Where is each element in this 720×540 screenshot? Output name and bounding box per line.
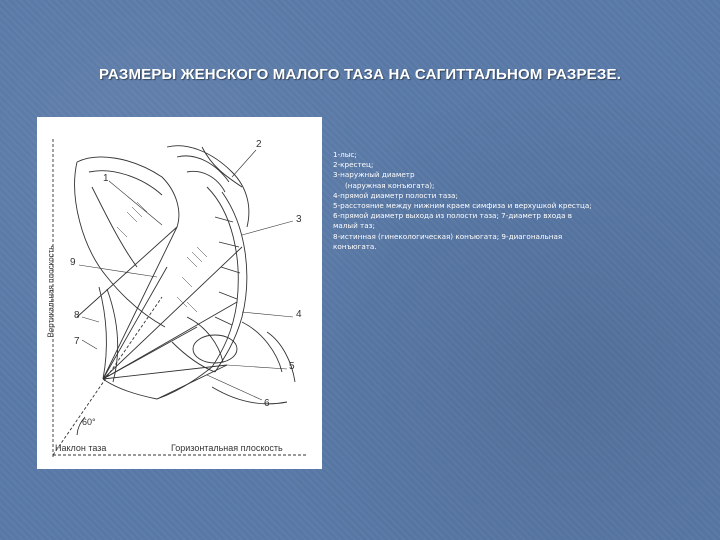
number-label-6: 6: [264, 398, 270, 409]
pelvis-drawing: [37, 117, 322, 469]
legend-line: конъюгата.: [333, 241, 377, 251]
legend-line: малый таз;: [333, 221, 375, 231]
number-label-7: 7: [74, 336, 80, 347]
pelvis-diagram: [37, 117, 322, 469]
legend-line: 4-прямой диаметр полости таза;: [333, 190, 458, 200]
number-label-2: 2: [256, 139, 262, 150]
legend-line: 8-истинная (гинекологическая) конъюгата; 9-диагональная: [333, 231, 563, 241]
pelvis-tilt-label: Наклон таза: [55, 443, 107, 453]
number-label-8: 8: [74, 310, 80, 321]
horizontal-plane-label: Горизонтальная плоскость: [171, 443, 283, 453]
legend-line: 5-расстояние между нижним краем симфиза и верхушкой крестца;: [333, 201, 592, 211]
slide-title: РАЗМЕРЫ ЖЕНСКОГО МАЛОГО ТАЗА НА САГИТТАЛЬНОМ РАЗРЕЗЕ.: [98, 66, 622, 83]
legend-line: (наружная конъюгата);: [345, 180, 435, 190]
legend-line: 3-наружный диаметр: [333, 170, 415, 180]
number-label-1: 1: [103, 173, 109, 184]
vertical-plane-label: Вертикальная плоскость: [46, 245, 56, 338]
number-label-3: 3: [296, 214, 302, 225]
legend-text: [333, 150, 673, 252]
legend-line: 6-прямой диаметр выхода из полости таза; 7-диаметр входа в: [333, 211, 573, 221]
angle-label: 60°: [82, 417, 96, 427]
number-label-5: 5: [289, 361, 295, 372]
number-label-9: 9: [70, 257, 76, 268]
number-label-4: 4: [296, 309, 302, 320]
legend-line: 2-крестец;: [333, 160, 374, 170]
legend-line: 1-лыс;: [333, 150, 357, 159]
